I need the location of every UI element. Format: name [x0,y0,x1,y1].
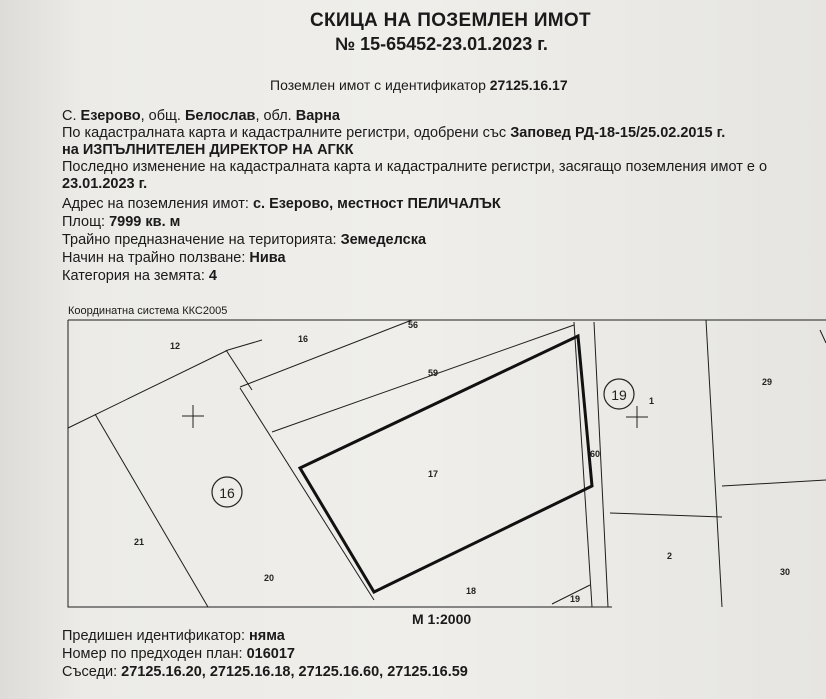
identifier-value: 27125.16.17 [489,77,568,93]
parcel-number-labels [134,320,790,604]
circle-19-label: 19 [611,387,627,403]
neighbors-line [62,664,468,680]
map-scale: М 1:2000 [412,611,472,627]
location-prefix: С. [62,108,77,124]
parcel-label-18: 18 [466,586,477,596]
document-number: № 15-65452-23.01.2023 г. [335,34,548,54]
parcel-label-56: 56 [408,320,419,330]
identifier-label: Поземлен имот с идентификатор [270,77,486,93]
map-frame-left-bottom [68,320,612,607]
region-prefix: , обл. [255,108,292,124]
parcel-label-19: 19 [570,594,581,604]
purpose-label: Трайно предназначение на територията: [62,232,337,248]
boundary-12-16 [228,340,262,350]
boundary-1-29 [706,320,722,607]
map-boundaries [68,320,826,607]
municipality-name: Белослав [185,108,256,124]
parcel-label-59: 59 [428,368,439,378]
parcel-label-60: 60 [590,449,601,459]
purpose-value: Земеделска [340,232,427,248]
previous-identifier-line [62,628,285,644]
last-change-line: Последно изменение на кадастралната карта и кадастралните регистри, засягащо поземления имот е о [62,159,768,175]
previous-identifier-value: няма [249,628,285,644]
circle-16-label: 16 [219,485,235,501]
approval-order: Заповед РД-18-15/25.02.2015 г. [510,125,726,141]
category-label: Категория на земята: [62,268,205,284]
village-name: Езерово [80,108,141,124]
parcel-label-20: 20 [264,573,275,583]
category-value: 4 [208,268,217,284]
survey-cross-markers [182,405,648,428]
subject-parcel-17 [300,336,592,592]
neighbors-label: Съседи: [62,664,118,680]
boundary-21-20 [95,414,208,607]
area-value: 7999 кв. м [109,214,181,230]
area-label: Площ: [62,214,106,230]
parcel-label-2: 2 [667,551,673,561]
neighbors-value: 27125.16.20, 27125.16.18, 27125.16.60, 27125.16.59 [121,664,468,680]
last-change-date: 23.01.2023 г. [62,176,148,192]
previous-plan-line [62,646,295,662]
document-title: СКИЦА НА ПОЗЕМЛЕН ИМОТ [310,10,591,31]
approver-line: на ИЗПЪЛНИТЕЛЕН ДИРЕКТОР НА АГКК [62,142,354,158]
previous-plan-label: Номер по предходен план: [62,646,243,662]
region-name: Варна [295,108,340,124]
parcel-label-21: 21 [134,537,145,547]
previous-identifier-label: Предишен идентификатор: [62,628,245,644]
parcel-label-30: 30 [780,567,791,577]
address-value: с. Езерово, местност ПЕЛИЧАЛЪК [252,196,501,212]
boundary-16-59 [240,320,412,387]
boundary-29-corner [820,330,826,343]
coordinate-system-label: Координатна система ККС2005 [68,305,228,317]
parcel-label-17: 17 [428,469,439,479]
parcel-label-1: 1 [649,396,655,406]
boundary-29-30 [722,480,826,486]
parcel-label-29: 29 [762,377,773,387]
use-value: Нива [249,250,286,266]
boundary-60-east [594,322,608,607]
parcel-label-12: 12 [170,341,181,351]
previous-plan-value: 016017 [246,646,295,662]
municipality-prefix: , общ. [140,108,181,124]
approval-text: По кадастралната карта и кадастралните регистри, одобрени със [62,125,507,141]
boundary-59-lower [272,325,574,432]
boundary-1-2 [610,513,722,517]
parcel-label-16: 16 [298,334,309,344]
address-label: Адрес на поземления имот: [62,196,249,212]
use-label: Начин на трайно ползване: [62,250,246,266]
